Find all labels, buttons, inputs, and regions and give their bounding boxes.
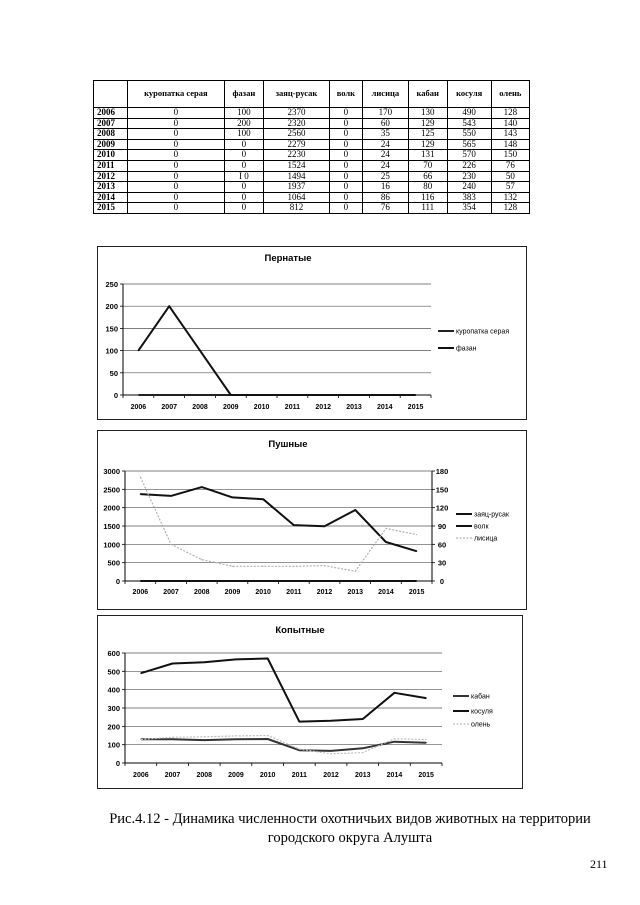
table-cell: 50: [491, 171, 529, 182]
chart-panel-fur: [97, 430, 527, 610]
y2-tick-label: 180: [435, 467, 449, 476]
table-cell: 35: [362, 129, 408, 140]
table-cell: 140: [491, 118, 529, 129]
table-cell: 86: [362, 192, 408, 203]
y-tick-label: 100: [105, 346, 118, 356]
table-cell: 2279: [263, 139, 329, 150]
chart-title: Копытные: [275, 625, 325, 636]
table-cell: 0: [329, 129, 362, 140]
table-header-cell: волк: [329, 81, 362, 108]
table-cell: 143: [491, 129, 529, 140]
y-tick-label: 250: [105, 280, 118, 289]
table-cell: 76: [362, 203, 408, 214]
x-tick-label: 2007: [163, 589, 179, 596]
table-row: [94, 171, 530, 182]
data-point: [323, 394, 324, 395]
table-year-cell: 2007: [94, 118, 128, 129]
data-point: [263, 499, 264, 500]
series-line: [140, 477, 416, 571]
table-year-cell: 2012: [94, 171, 128, 182]
table-cell: 129: [408, 118, 447, 129]
data-point: [324, 565, 325, 566]
data-point: [204, 662, 205, 663]
chart-title: Пушные: [268, 439, 308, 450]
data-point: [394, 692, 395, 693]
table-row: [94, 118, 530, 129]
data-point: [416, 551, 417, 552]
table-header-cell: олень: [491, 81, 529, 108]
x-tick-label: 2012: [316, 589, 333, 596]
table-cell: 100: [224, 108, 263, 119]
data-point: [394, 741, 395, 742]
x-tick-label: 2015: [408, 589, 425, 596]
y-tick-label: 150: [105, 324, 118, 334]
y2-tick-label: 30: [437, 558, 447, 568]
data-point: [199, 350, 200, 351]
legend-label: лисица: [474, 535, 498, 543]
table-cell: 0: [329, 118, 362, 129]
table-cell: 131: [408, 150, 447, 161]
x-tick-label: 2007: [164, 772, 181, 779]
table-corner-cell: [94, 81, 128, 108]
table-year-cell: 2013: [94, 182, 128, 193]
table-cell: 128: [491, 203, 529, 214]
y-tick-label: 300: [107, 704, 120, 713]
x-tick-label: 2006: [130, 404, 147, 411]
x-tick-label: 2008: [196, 772, 213, 779]
data-point: [330, 720, 331, 721]
table-cell: 80: [408, 182, 447, 193]
data-point: [201, 580, 202, 581]
data-point: [235, 659, 236, 660]
table-cell: 129: [408, 139, 447, 150]
data-point: [140, 673, 141, 674]
table-cell: 226: [447, 160, 491, 171]
y2-tick-label: 60: [437, 540, 447, 550]
y-tick-label: 500: [107, 667, 120, 677]
table-cell: 70: [408, 160, 447, 171]
y-tick-label: 100: [107, 740, 120, 750]
table-cell: 1524: [263, 160, 329, 171]
data-point: [293, 580, 294, 581]
table-cell: 0: [127, 129, 224, 140]
table-cell: 111: [408, 203, 447, 214]
table-cell: 200: [224, 118, 263, 129]
table-cell: 0: [329, 108, 362, 119]
table-cell: 0: [329, 203, 362, 214]
x-tick-label: 2009: [228, 772, 244, 779]
y2-tick-label: 90: [437, 522, 447, 531]
data-point: [232, 497, 233, 498]
table-cell: 116: [408, 192, 447, 203]
data-point: [330, 750, 331, 751]
data-point: [170, 580, 171, 581]
data-point: [385, 580, 386, 581]
data-point: [138, 350, 139, 351]
data-point: [235, 735, 236, 736]
data-point: [267, 738, 268, 739]
table-cell: 0: [224, 182, 263, 193]
table-cell: 130: [408, 108, 447, 119]
data-point: [267, 658, 268, 659]
x-tick-label: 2008: [192, 404, 208, 411]
legend-label: фазан: [456, 345, 477, 353]
table-row: [94, 129, 530, 140]
x-tick-label: 2012: [323, 772, 339, 779]
table-cell: 1064: [263, 192, 329, 203]
table-header-row: [94, 81, 530, 108]
data-point: [263, 580, 264, 581]
table-cell: 132: [491, 192, 529, 203]
table-cell: 0: [224, 139, 263, 150]
x-tick-label: 2010: [253, 404, 270, 411]
x-tick-label: 2007: [161, 404, 177, 411]
data-point: [426, 698, 427, 699]
data-point: [299, 748, 300, 749]
table-header-cell: лисица: [362, 81, 408, 108]
table-cell: 2320: [263, 118, 329, 129]
y-tick-label: 0: [115, 759, 120, 768]
x-tick-label: 2006: [132, 589, 149, 596]
table-cell: 383: [447, 192, 491, 203]
table-cell: 0: [127, 160, 224, 171]
table-cell: 60: [362, 118, 408, 129]
x-tick-label: 2011: [286, 589, 302, 596]
figure-caption: [80, 810, 620, 848]
y-tick-label: 3000: [103, 467, 120, 476]
table-cell: 24: [362, 160, 408, 171]
table-cell: 0: [127, 192, 224, 203]
x-tick-label: 2006: [133, 772, 149, 779]
x-tick-label: 2010: [259, 772, 276, 779]
data-point: [169, 306, 170, 307]
table-cell: 0: [224, 160, 263, 171]
data-point: [385, 541, 386, 542]
y-tick-label: 1500: [103, 522, 120, 531]
table-cell: 150: [491, 150, 529, 161]
data-point: [172, 663, 173, 664]
chart-panel-birds: [97, 246, 527, 420]
data-point: [230, 394, 231, 395]
table-year-cell: 2015: [94, 203, 128, 214]
legend-label: олень: [471, 721, 491, 729]
table-cell: 24: [362, 150, 408, 161]
x-tick-label: 2013: [347, 589, 364, 596]
chart-title: Пернатые: [264, 253, 312, 264]
table-cell: 230: [447, 171, 491, 182]
data-point: [140, 494, 141, 495]
data-point: [263, 566, 264, 567]
y2-tick-label: 150: [435, 485, 449, 495]
data-point: [362, 718, 363, 719]
table-cell: 0: [224, 192, 263, 203]
data-point: [293, 566, 294, 567]
x-tick-label: 2014: [378, 589, 394, 596]
legend-label: кабан: [471, 693, 490, 701]
table-cell: 0: [329, 150, 362, 161]
y-tick-label: 500: [107, 558, 120, 568]
series-line: [141, 659, 426, 722]
table-cell: 550: [447, 129, 491, 140]
data-point: [293, 525, 294, 526]
table-header-cell: фазан: [224, 81, 263, 108]
data-point: [324, 526, 325, 527]
table-cell: 0: [127, 118, 224, 129]
data-point: [362, 752, 363, 753]
data-point: [172, 739, 173, 740]
table-cell: 490: [447, 108, 491, 119]
table-cell: 1937: [263, 182, 329, 193]
y-tick-label: 200: [105, 302, 118, 312]
table-cell: 812: [263, 203, 329, 214]
data-point: [426, 739, 427, 740]
data-point: [416, 580, 417, 581]
data-point: [384, 394, 385, 395]
table-row: [94, 139, 530, 150]
table-header-cell: заяц-русак: [263, 81, 329, 108]
x-tick-label: 2013: [354, 772, 371, 779]
data-point: [138, 394, 139, 395]
x-tick-label: 2015: [407, 404, 424, 411]
data-point: [235, 739, 236, 740]
x-tick-label: 2015: [418, 772, 434, 779]
table-cell: 2370: [263, 108, 329, 119]
page-number: 211: [590, 857, 608, 871]
data-point: [169, 394, 170, 395]
data-point: [330, 753, 331, 754]
data-point: [324, 580, 325, 581]
x-tick-label: 2013: [346, 404, 362, 411]
table-row: [94, 203, 530, 214]
table-header-cell: куропатка серая: [127, 81, 224, 108]
table-cell: 57: [491, 182, 529, 193]
y2-tick-label: 120: [435, 503, 449, 513]
chart-panel-ungulates: [97, 615, 523, 789]
x-tick-label: 2012: [315, 404, 331, 411]
x-tick-label: 2014: [386, 772, 403, 779]
data-point: [385, 528, 386, 529]
table-year-cell: 2008: [94, 129, 128, 140]
table-cell: 0: [329, 160, 362, 171]
legend-label: куропатка серая: [456, 328, 510, 336]
legend-label: косуля: [471, 708, 493, 716]
table-cell: 0: [127, 139, 224, 150]
y-tick-label: 2000: [103, 503, 120, 513]
data-point: [232, 580, 233, 581]
table-cell: 1494: [263, 171, 329, 182]
data-point: [201, 487, 202, 488]
data-point: [232, 566, 233, 567]
table-cell: 0: [224, 150, 263, 161]
table-body: [94, 108, 530, 214]
data-point: [299, 721, 300, 722]
table-cell: 0: [127, 171, 224, 182]
population-table: [93, 80, 530, 214]
table-cell: 25: [362, 171, 408, 182]
y-tick-label: 1000: [103, 540, 120, 550]
table-cell: 0: [127, 182, 224, 193]
table-cell: 0: [329, 139, 362, 150]
caption-line-1: Рис.4.12 - Динамика численности охотничьих видов животных на территории: [109, 811, 591, 827]
table-cell: 16: [362, 182, 408, 193]
table-row: [94, 150, 530, 161]
y-tick-label: 600: [107, 649, 120, 658]
data-point: [355, 509, 356, 510]
legend-label: заяц-русак: [474, 511, 509, 519]
x-tick-label: 2009: [224, 589, 241, 596]
table-year-cell: 2011: [94, 160, 128, 171]
table-cell: 100: [224, 129, 263, 140]
x-tick-label: 2014: [377, 404, 393, 411]
table-cell: 543: [447, 118, 491, 129]
table-cell: 0: [329, 192, 362, 203]
table-row: [94, 192, 530, 203]
data-point: [416, 534, 417, 535]
data-point: [201, 559, 202, 560]
table-cell: 0: [127, 150, 224, 161]
chart-birds: [98, 247, 526, 419]
data-point: [394, 738, 395, 739]
table-cell: 148: [491, 139, 529, 150]
x-tick-label: 2008: [193, 589, 210, 596]
y-tick-label: 400: [107, 685, 120, 695]
data-point: [172, 737, 173, 738]
table-year-cell: 2006: [94, 108, 128, 119]
data-point: [199, 394, 200, 395]
data-point: [261, 394, 262, 395]
table-cell: 76: [491, 160, 529, 171]
y-tick-label: 0: [115, 577, 120, 586]
data-point: [204, 736, 205, 737]
caption-line-2: городского округа Алушта: [267, 830, 433, 846]
data-point: [170, 495, 171, 496]
x-tick-label: 2011: [291, 772, 307, 779]
table-cell: 2560: [263, 129, 329, 140]
y-tick-label: 0: [113, 391, 118, 400]
table-cell: 565: [447, 139, 491, 150]
table-cell: 170: [362, 108, 408, 119]
table-cell: 570: [447, 150, 491, 161]
table-row: [94, 160, 530, 171]
table-header-cell: косуля: [447, 81, 491, 108]
y-tick-label: 2500: [103, 485, 120, 495]
y2-tick-label: 0: [439, 577, 445, 586]
table-year-cell: 2010: [94, 150, 128, 161]
table-header-cell: кабан: [408, 81, 447, 108]
table-cell: 2230: [263, 150, 329, 161]
data-point: [355, 580, 356, 581]
table-row: [94, 182, 530, 193]
table-cell: 24: [362, 139, 408, 150]
data-point: [353, 394, 354, 395]
table-cell: 240: [447, 182, 491, 193]
data-point: [292, 394, 293, 395]
data-point: [426, 742, 427, 743]
table-cell: 0: [127, 108, 224, 119]
table-cell: 0: [329, 182, 362, 193]
series-line: [140, 487, 416, 551]
table-cell: 125: [408, 129, 447, 140]
table-cell: 66: [408, 171, 447, 182]
table-row: [94, 108, 530, 119]
data-point: [140, 739, 141, 740]
data-point: [140, 580, 141, 581]
table-cell: 0: [224, 203, 263, 214]
data-point: [267, 735, 268, 736]
table-cell: 0: [127, 203, 224, 214]
x-tick-label: 2009: [223, 404, 239, 411]
x-tick-label: 2011: [284, 404, 300, 411]
x-tick-label: 2010: [255, 589, 271, 596]
table-cell: 128: [491, 108, 529, 119]
table-year-cell: 2014: [94, 192, 128, 203]
data-point: [140, 477, 141, 478]
table-year-cell: 2009: [94, 139, 128, 150]
chart-ungulates: [98, 616, 522, 788]
y-tick-label: 200: [107, 722, 120, 732]
data-point: [170, 544, 171, 545]
table-cell: І 0: [224, 171, 263, 182]
data-point: [355, 571, 356, 572]
data-point: [204, 739, 205, 740]
chart-fur: [98, 431, 526, 609]
data-point: [415, 394, 416, 395]
data-point: [362, 748, 363, 749]
table-cell: 0: [329, 171, 362, 182]
legend-label: волк: [474, 523, 489, 531]
table-cell: 354: [447, 203, 491, 214]
y-tick-label: 50: [109, 368, 118, 378]
